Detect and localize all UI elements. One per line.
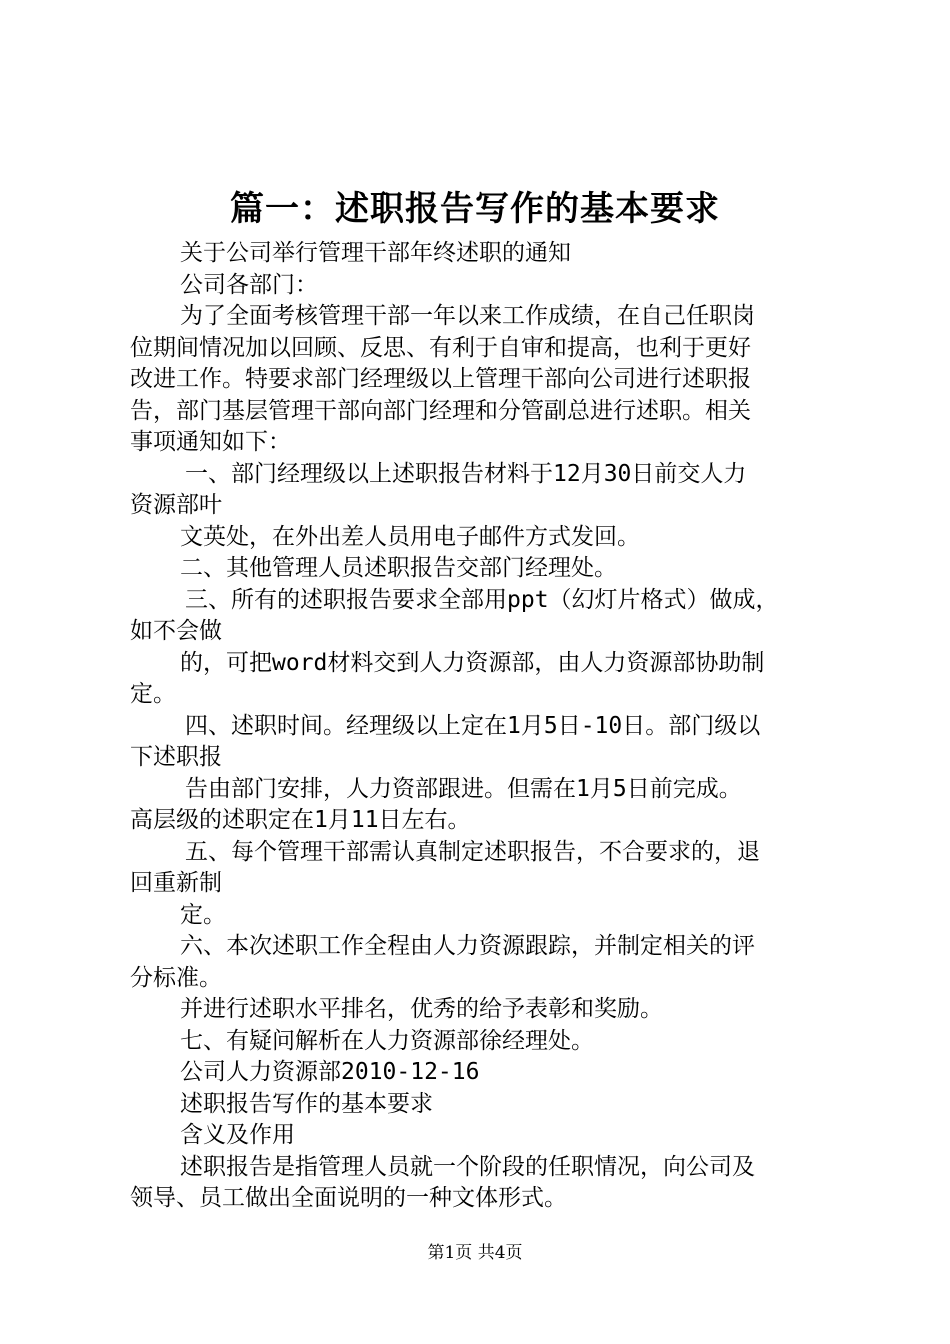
item-three-line: 定。 — [130, 681, 176, 707]
item-six-line: 分标准。 — [130, 964, 222, 991]
item-one-line: 一、部门经理级以上述职报告材料于12月30日前交人力 — [185, 460, 747, 487]
item-one-line: 文英处，在外出差人员用电子邮件方式发回。 — [180, 523, 640, 550]
body-line: 述职报告是指管理人员就一个阶段的任职情况，向公司及 — [180, 1153, 755, 1180]
item-five-line: 定。 — [180, 901, 226, 928]
body-line: 领导、员工做出全面说明的一种文体形式。 — [130, 1185, 567, 1211]
page-footer: 第1页 共4页 — [427, 1243, 523, 1263]
item-three-line: 如不会做 — [130, 618, 222, 644]
body-line: 事项通知如下： — [130, 429, 291, 455]
item-four-line: 四、述职时间。经理级以上定在1月5日-10日。部门级以 — [185, 712, 761, 739]
body-line: 告，部门基层管理干部向部门经理和分管副总进行述职。相关 — [130, 397, 751, 424]
item-five-line: 五、每个管理干部需认真制定述职报告，不合要求的，退 — [185, 838, 760, 865]
item-four-line: 下述职报 — [130, 744, 222, 770]
item-six-line: 并进行述职水平排名，优秀的给予表彰和奖励。 — [180, 996, 663, 1022]
item-six-line: 六、本次述职工作全程由人力资源跟踪，并制定相关的评 — [180, 933, 755, 959]
item-seven-line: 七、有疑问解析在人力资源部徐经理处。 — [180, 1027, 594, 1054]
section-heading: 述职报告写作的基本要求 — [180, 1090, 433, 1117]
body-line: 改进工作。特要求部门经理级以上管理干部向公司进行述职报 — [130, 366, 751, 392]
notice-heading: 关于公司举行管理干部年终述职的通知 — [180, 240, 571, 266]
document-body — [130, 238, 835, 1215]
subsection-heading: 含义及作用 — [180, 1122, 295, 1148]
salutation: 公司各部门： — [180, 271, 318, 298]
document-title: 篇一：述职报告写作的基本要求 — [230, 189, 720, 229]
item-two-line: 二、其他管理人员述职报告交部门经理处。 — [180, 555, 617, 581]
item-five-line: 回重新制 — [130, 870, 222, 896]
item-three-line: 三、所有的述职报告要求全部用ppt（幻灯片格式）做成， — [185, 586, 779, 613]
item-four-line: 告由部门安排，人力资部跟进。但需在1月5日前完成。 — [185, 775, 742, 802]
item-four-line: 高层级的述职定在1月11日左右。 — [130, 807, 471, 833]
item-one-line: 资源部叶 — [130, 492, 222, 518]
body-line: 为了全面考核管理干部一年以来工作成绩，在自己任职岗 — [180, 303, 755, 329]
signature-date: 公司人力资源部2010-12-16 — [180, 1059, 480, 1085]
item-three-line: 的，可把word材料交到人力资源部，由人力资源部协助制 — [180, 649, 765, 676]
body-line: 位期间情况加以回顾、反思、有利于自审和提高，也利于更好 — [130, 334, 751, 361]
